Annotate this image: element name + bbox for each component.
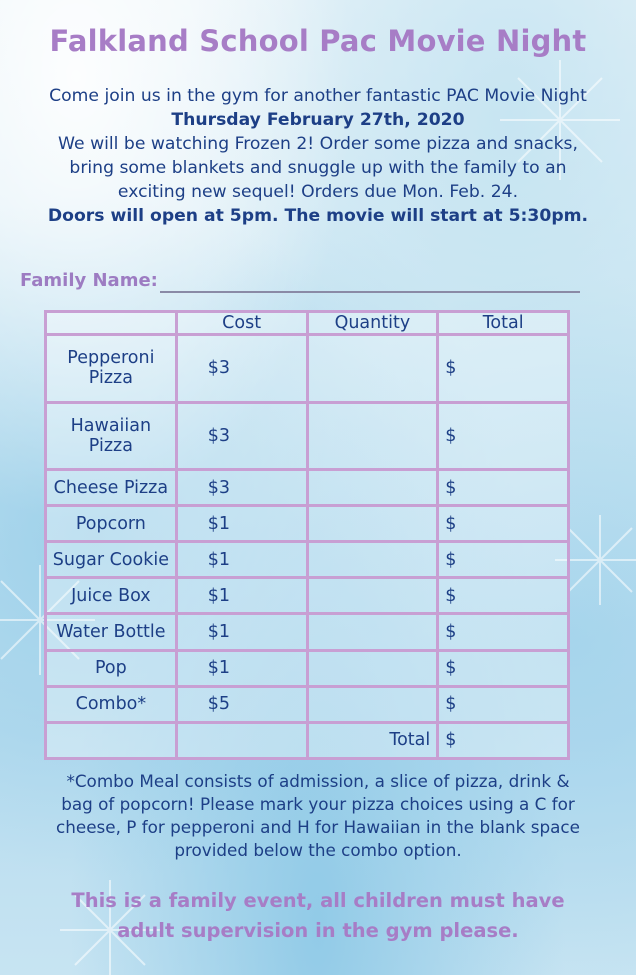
grand-total-label: Total bbox=[307, 722, 438, 758]
item-name: Popcorn bbox=[46, 506, 177, 542]
item-name: Combo* bbox=[46, 686, 177, 722]
footnote-line: provided below the combo option. bbox=[174, 840, 462, 860]
combo-footnote bbox=[10, 770, 626, 862]
item-name: Pop bbox=[46, 650, 177, 686]
event-description bbox=[6, 84, 630, 228]
line-total-field[interactable]: $ bbox=[438, 578, 569, 614]
table-header-row bbox=[46, 312, 569, 335]
footnote-line: bag of popcorn! Please mark your pizza choices using a C for bbox=[61, 794, 575, 814]
notice-line: This is a family event, all children must have bbox=[71, 889, 565, 912]
intro-line: We will be watching Frozen 2! Order some pizza and snacks, bbox=[58, 134, 578, 154]
notice-line: adult supervision in the gym please. bbox=[117, 919, 519, 942]
footnote-line: cheese, P for pepperoni and H for Hawaiian in the blank space bbox=[56, 817, 580, 837]
family-name-label: Family Name: bbox=[20, 270, 158, 291]
table-row bbox=[46, 402, 569, 470]
line-total-field[interactable]: $ bbox=[438, 542, 569, 578]
item-cost: $3 bbox=[176, 335, 307, 403]
quantity-field[interactable] bbox=[307, 650, 438, 686]
quantity-field[interactable] bbox=[307, 686, 438, 722]
flyer-title: Falkland School Pac Movie Night bbox=[49, 24, 587, 58]
intro-line: bring some blankets and snuggle up with the family to an bbox=[69, 158, 567, 178]
table-row bbox=[46, 470, 569, 506]
intro-line: Come join us in the gym for another fantastic PAC Movie Night bbox=[49, 86, 587, 106]
item-cost: $1 bbox=[176, 506, 307, 542]
empty-cell bbox=[176, 722, 307, 758]
line-total-field[interactable]: $ bbox=[438, 614, 569, 650]
table-row bbox=[46, 335, 569, 403]
item-name: Juice Box bbox=[46, 578, 177, 614]
grand-total-row bbox=[46, 722, 569, 758]
item-cost: $1 bbox=[176, 614, 307, 650]
grand-total-field[interactable]: $ bbox=[438, 722, 569, 758]
quantity-field[interactable] bbox=[307, 402, 438, 470]
line-total-field[interactable]: $ bbox=[438, 686, 569, 722]
item-name: Pepperoni Pizza bbox=[46, 335, 177, 403]
line-total-field[interactable]: $ bbox=[438, 470, 569, 506]
quantity-field[interactable] bbox=[307, 335, 438, 403]
item-name: Cheese Pizza bbox=[46, 470, 177, 506]
family-name-field[interactable] bbox=[160, 291, 580, 293]
footnote-line: *Combo Meal consists of admission, a slice of pizza, drink & bbox=[66, 771, 570, 791]
table-row bbox=[46, 506, 569, 542]
item-cost: $1 bbox=[176, 650, 307, 686]
event-date: Thursday February 27th, 2020 bbox=[171, 110, 465, 130]
quantity-field[interactable] bbox=[307, 542, 438, 578]
header-quantity: Quantity bbox=[307, 312, 438, 335]
table-row bbox=[46, 614, 569, 650]
table-row bbox=[46, 686, 569, 722]
item-cost: $5 bbox=[176, 686, 307, 722]
table-row bbox=[46, 578, 569, 614]
item-cost: $3 bbox=[176, 470, 307, 506]
line-total-field[interactable]: $ bbox=[438, 402, 569, 470]
quantity-field[interactable] bbox=[307, 506, 438, 542]
quantity-field[interactable] bbox=[307, 614, 438, 650]
supervision-notice bbox=[0, 886, 636, 946]
quantity-field[interactable] bbox=[307, 578, 438, 614]
item-cost: $3 bbox=[176, 402, 307, 470]
order-table bbox=[44, 310, 570, 760]
item-cost: $1 bbox=[176, 542, 307, 578]
table-row bbox=[46, 650, 569, 686]
header-total: Total bbox=[438, 312, 569, 335]
item-name: Water Bottle bbox=[46, 614, 177, 650]
header-item bbox=[46, 312, 177, 335]
pizza-choice-field[interactable] bbox=[46, 722, 177, 758]
item-name: Sugar Cookie bbox=[46, 542, 177, 578]
line-total-field[interactable]: $ bbox=[438, 650, 569, 686]
header-cost: Cost bbox=[176, 312, 307, 335]
line-total-field[interactable]: $ bbox=[438, 335, 569, 403]
event-times: Doors will open at 5pm. The movie will start at 5:30pm. bbox=[47, 206, 589, 226]
table-row bbox=[46, 542, 569, 578]
item-cost: $1 bbox=[176, 578, 307, 614]
quantity-field[interactable] bbox=[307, 470, 438, 506]
item-name: Hawaiian Pizza bbox=[46, 402, 177, 470]
line-total-field[interactable]: $ bbox=[438, 506, 569, 542]
intro-line: exciting new sequel! Orders due Mon. Feb. 24. bbox=[117, 182, 519, 202]
